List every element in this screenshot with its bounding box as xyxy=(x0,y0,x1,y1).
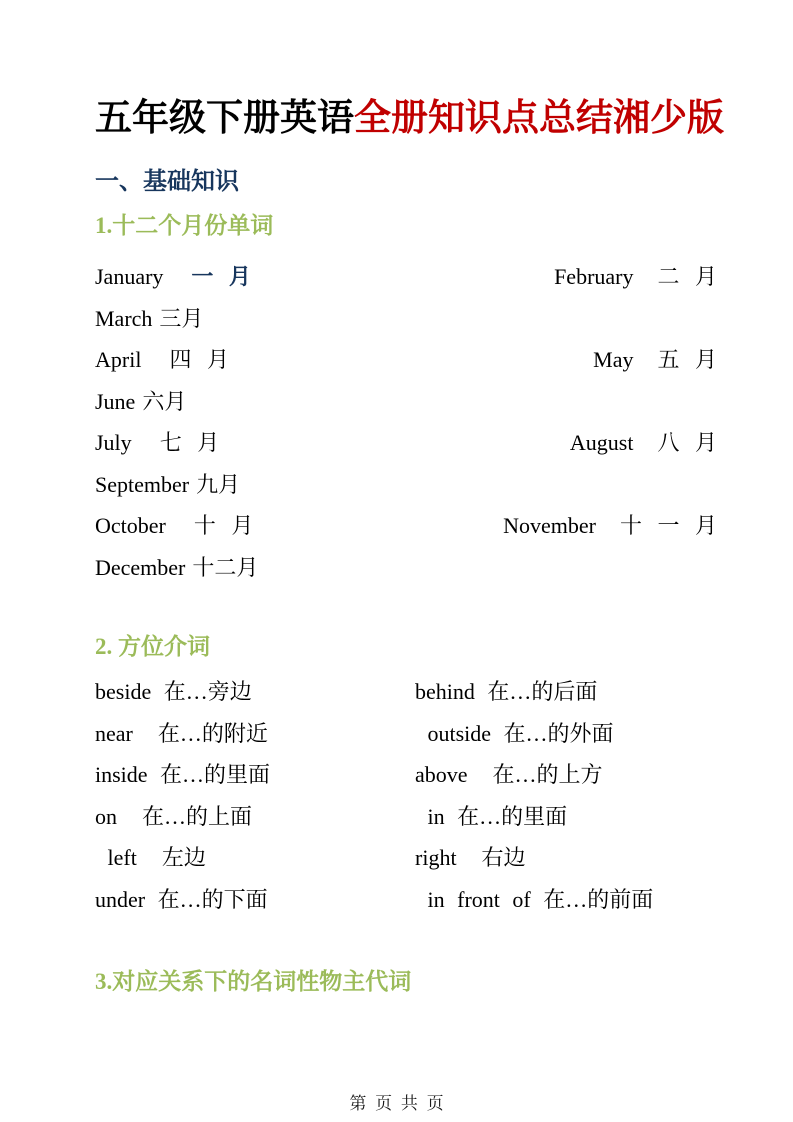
month-zh: 二 月 xyxy=(657,264,717,290)
months-list xyxy=(95,255,717,587)
preposition-row xyxy=(95,878,717,920)
preposition-entry: above 在…的上方 xyxy=(415,762,603,788)
month-zh: 七 月 xyxy=(159,430,220,456)
month-zh: 四 月 xyxy=(169,347,229,373)
month-line xyxy=(95,338,717,380)
month-line xyxy=(95,504,717,546)
month-en: December xyxy=(95,554,186,580)
heading-months: 1.十二个月份单词 xyxy=(95,213,274,238)
month-line xyxy=(95,463,717,505)
title-red-part: 全册知识点总结湘少版 xyxy=(354,98,724,139)
month-zh: 八 月 xyxy=(657,430,717,456)
preposition-entry: in 在…的里面 xyxy=(415,803,568,829)
title-black-part: 五年级下册英语 xyxy=(95,98,354,139)
month-line xyxy=(95,421,717,463)
month-line xyxy=(95,380,717,422)
heading-pronouns: 3.对应关系下的名词性物主代词 xyxy=(95,969,412,994)
month-en: January xyxy=(95,264,164,290)
month-zh: 三月 xyxy=(159,305,204,331)
month-en: October xyxy=(95,513,166,539)
month-en: July xyxy=(95,430,132,456)
preposition-row xyxy=(95,712,717,754)
month-en: March xyxy=(95,305,153,331)
month-en: September xyxy=(95,471,190,497)
month-en: April xyxy=(95,347,142,373)
month-line xyxy=(95,546,717,588)
month-en: May xyxy=(593,347,634,373)
month-en: June xyxy=(95,388,136,414)
document-content xyxy=(95,0,724,997)
month-zh: 十二月 xyxy=(192,554,259,580)
month-en: February xyxy=(554,264,634,290)
prepositions-list xyxy=(95,670,717,919)
preposition-entry: left 左边 xyxy=(95,845,206,871)
preposition-entry: outside 在…的外面 xyxy=(415,720,614,746)
month-zh: 九月 xyxy=(196,471,241,497)
month-line xyxy=(95,297,717,339)
preposition-entry: in front of 在…的前面 xyxy=(415,886,654,912)
preposition-entry: under 在…的下面 xyxy=(95,886,268,912)
page-footer: 第 页 共 页 xyxy=(349,1094,444,1113)
preposition-entry: on 在…的上面 xyxy=(95,803,253,829)
preposition-row xyxy=(95,795,717,837)
month-zh: 五 月 xyxy=(657,347,717,373)
month-en: August xyxy=(569,430,634,456)
month-line xyxy=(95,255,717,297)
preposition-row xyxy=(95,836,717,878)
preposition-entry: behind 在…的后面 xyxy=(415,679,598,705)
month-zh: 一 月 xyxy=(191,264,251,290)
preposition-entry: near 在…的附近 xyxy=(95,720,268,746)
preposition-row xyxy=(95,753,717,795)
preposition-row xyxy=(95,670,717,712)
heading-basics: 一、基础知识 xyxy=(95,169,239,195)
month-en: November xyxy=(503,513,596,539)
month-zh: 十 一 月 xyxy=(619,513,717,539)
preposition-entry: beside 在…旁边 xyxy=(95,679,252,705)
month-zh: 六月 xyxy=(142,388,187,414)
preposition-entry: right 右边 xyxy=(415,845,526,871)
heading-prepositions: 2. 方位介词 xyxy=(95,634,210,659)
preposition-entry: inside 在…的里面 xyxy=(95,762,271,788)
page-title xyxy=(95,97,724,141)
month-zh: 十 月 xyxy=(193,513,254,539)
